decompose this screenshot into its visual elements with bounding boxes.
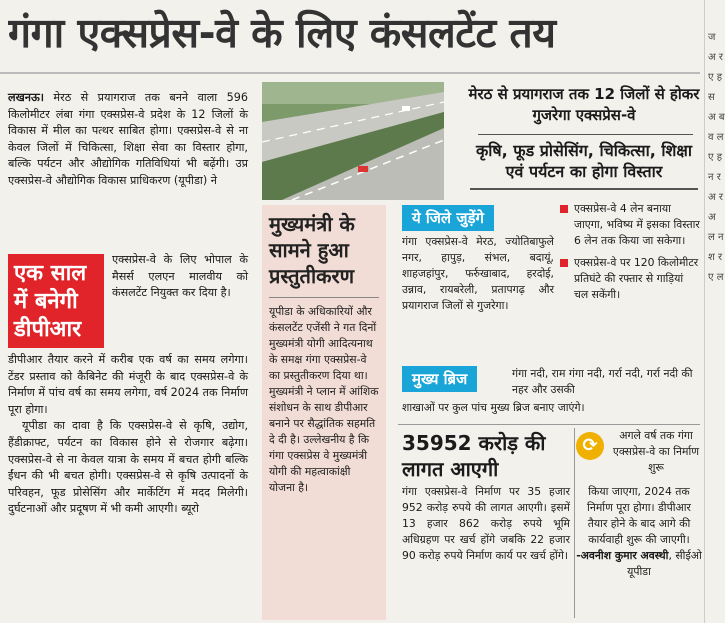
- body-column: [8, 352, 248, 518]
- dpr-paragraph: डीपीआर तैयार करने में करीब एक वर्ष का समय लगेगा। टेंडर प्रस्ताव को कैबिनेट की मंजूरी के बाद एक्सप्रेस-वे के निर्माण में पांच वर्ष का समय लगेगा, वर्ष 2024 तक निर्माण पूरा होगा।: [8, 353, 248, 416]
- bullet-square-icon: [560, 259, 568, 267]
- teaser-rule: [478, 134, 693, 135]
- cm-box-title: मुख्यमंत्री के सामने हुआ प्रस्तुतीकरण: [269, 212, 355, 288]
- fact-text: एक्सप्रेस-वे पर 120 किलोमीटर प्रतिघंटे की रफ्तार से गाड़ियां चल सकेंगी।: [574, 256, 699, 301]
- quote-role: , सीईओ यूपीडा: [627, 549, 702, 578]
- sectors-teaser: कृषि, फूड प्रोसेसिंग, चिकित्सा, शिक्षा एवं पर्यटन का होगा विस्तार: [475, 141, 693, 181]
- fact-text: एक्सप्रेस-वे 4 लेन बनाया जाएगा, भविष्य में इसका विस्तार 6 लेन तक किया जा सकेगा।: [574, 202, 700, 247]
- cost-body: गंगा एक्सप्रेस-वे निर्माण पर 35 हजार 952 करोड़ रुपये की लागत आएगी। इसमें 13 हजार 862 करोड़ रुपये भूमि अधिग्रहण पर खर्च होंगे जबकि 22 हजार 90 करोड़ रुपये निर्माण कार्य पर खर्च होंगे।: [402, 485, 570, 562]
- headline: गंगा एक्सप्रेस-वे के लिए कंसलटेंट तय: [8, 9, 556, 57]
- facts-list: [560, 201, 700, 309]
- column-divider: [574, 428, 575, 618]
- districts-tag: ये जिले जुड़ेंगे: [402, 205, 494, 231]
- teaser-rule-bottom: [470, 188, 698, 190]
- bullet-square-icon: [560, 205, 568, 213]
- cm-box-body: यूपीडा के अधिकारियों और कंसलटेंट एजेंसी ने गत दिनों मुख्यमंत्री योगी आदित्यनाथ के समक्ष गंगा एक्सप्रेस-वे का प्रस्तुतीकरण दिया था। मुख्यमंत्री ने प्लान में आंशिक संशोधन के साथ डीपीआर बनाने पर सैद्धांतिक सहमति दे दी है। उल्लेखनीय है कि गंगा एक्सप्रेस वे मुख्यमंत्री योगी की महत्वाकांक्षी योजना है।: [269, 305, 379, 494]
- section-divider: [398, 424, 700, 425]
- fact-item: [560, 255, 700, 303]
- expressway-photo: [262, 82, 444, 200]
- consultant-text: एक्सप्रेस-वे के लिए भोपाल के मैसर्स एलएन मालवीय को कंसलटेंट नियुक्त कर दिया है।: [112, 253, 248, 300]
- headline-rule: [0, 72, 700, 74]
- fact-item: [560, 201, 700, 249]
- expressway-image: [262, 82, 444, 200]
- bridges-text-continued: शाखाओं पर कुल पांच मुख्य ब्रिज बनाए जाएंगे।: [402, 401, 585, 414]
- dpr-highlight-box: एक साल में बनेगी डीपीआर: [8, 254, 104, 348]
- quote-body: [576, 484, 702, 580]
- benefits-paragraph: यूपीडा का दावा है कि एक्सप्रेस-वे से कृषि, उद्योग, हैंडीक्राफ्ट, पर्यटन का विकास होने से रोजगार बढ़ेगा। एक्सप्रेस-वे से ना केवल यात्रा के समय में बचत होगी बल्कि ईंधन की भी बचत होगी। एक्सप्रेस-वे से कृषि उत्पादनों के परिवहन, फूड प्रोसेसिंग और मार्केटिंग में मदद मिलेगी। दुर्घटनाओं और प्रदूषण में भी कमी आएगी। ब्यूरो: [8, 419, 248, 516]
- adjacent-column-fragment: ज अ र ए ह स अ ब व ल ए ह न र अ र अ ल न श र ए ल: [704, 0, 725, 623]
- quote-text: किया जाएगा, 2024 तक निर्माण पूरा होगा। डीपीआर तैयार होने के बाद आगे की कार्यवाही शुरू की जाएगी।: [587, 485, 691, 546]
- cost-title: 35952 करोड़ की लागत आएगी: [402, 431, 546, 481]
- quote-signature: -अवनीश कुमार अवस्थी: [576, 549, 669, 562]
- route-teaser: मेरठ से प्रयागराज तक 12 जिलों से होकर गुजरेगा एक्सप्रेस-वे: [468, 85, 700, 124]
- cm-presentation-box: [262, 205, 386, 620]
- dateline: लखनऊ।: [8, 91, 44, 104]
- quote-lead: अगले वर्ष तक गंगा एक्सप्रेस-वे का निर्माण शुरू: [612, 429, 700, 474]
- bridges-text: गंगा नदी, राम गंगा नदी, गर्रा नदी, गर्रा नदी की नहर और उसकी: [512, 367, 693, 396]
- districts-text: गंगा एक्सप्रेस-वे मेरठ, ज्योतिबाफुले नगर, हापुड़, संभल, बदायूं, शाहजहांपुर, फर्रुखाबाद, हरदोई, उन्नाव, रायबरेली, प्रतापगढ़ और प्रयागराज जिलों से गुजरेगा।: [402, 235, 554, 312]
- bridges-tag: मुख्य ब्रिज: [402, 366, 477, 392]
- lead-paragraph: [8, 90, 248, 190]
- lead-text: मेरठ से प्रयागराज तक बनने वाला 596 किलोमीटर लंबा गंगा एक्सप्रेस-वे प्रदेश के 12 जिलों के विकास में मील का पत्थर साबित होगा। एक्सप्रेस-वे से ना केवल जिलों में चिकित्सा, शिक्षा सेवा का विस्तार होगा, बल्कि पर्यटन और औद्योगिक गतिविधियां भी बढ़ेंगी। उप्र एक्सप्रेस-वे औद्योगिक विकास प्राधिकरण (यूपीडा) ने: [8, 91, 248, 187]
- cm-box-rule: [269, 297, 379, 298]
- quote-icon: ⟳: [576, 432, 604, 460]
